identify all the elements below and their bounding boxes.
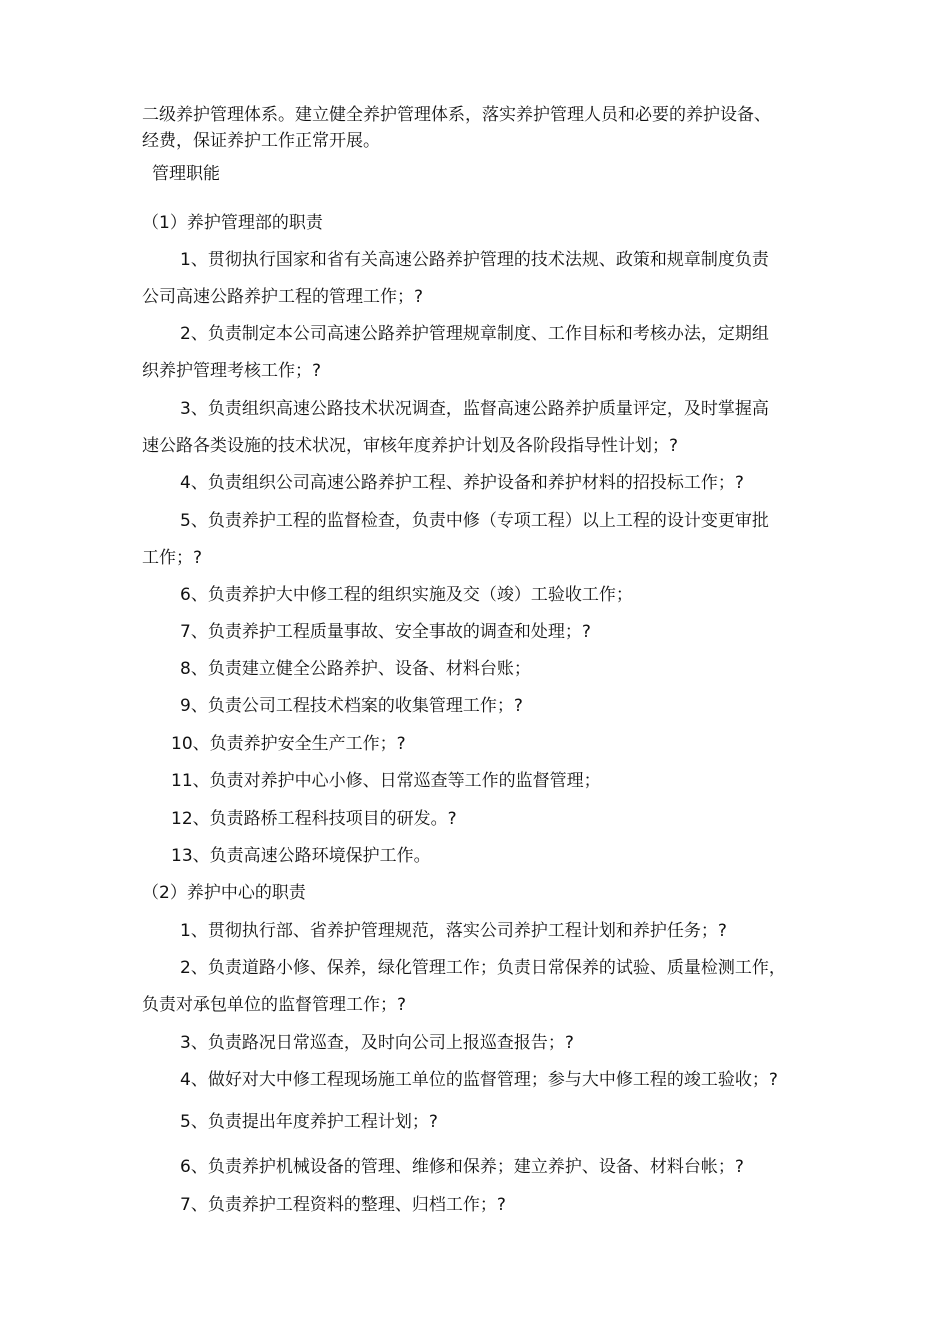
s1-item-11: 11、负责对养护中心小修、日常巡查等工作的监督管理； xyxy=(171,771,601,791)
s2-item-7: 7、负责养护工程资料的整理、归档工作；? xyxy=(180,1195,506,1215)
s1-item-4: 4、负责组织公司高速公路养护工程、养护设备和养护材料的招投标工作；? xyxy=(180,473,744,493)
s2-item-4: 4、做好对大中修工程现场施工单位的监督管理；参与大中修工程的竣工验收；? xyxy=(180,1070,778,1090)
s1-item-10: 10、负责养护安全生产工作；? xyxy=(171,734,406,754)
s1-item-5-line-2: 工作；? xyxy=(142,548,203,568)
section-1-title: （1）养护管理部的职责 xyxy=(142,213,323,233)
s1-item-12: 12、负责路桥工程科技项目的研发。? xyxy=(171,809,457,829)
s2-item-2-line-2: 负责对承包单位的监督管理工作；? xyxy=(142,995,407,1015)
s2-item-5: 5、负责提出年度养护工程计划；? xyxy=(180,1112,438,1132)
s1-item-8: 8、负责建立健全公路养护、设备、材料台账； xyxy=(180,659,531,679)
s1-item-3-line-1: 3、负责组织高速公路技术状况调查，监督高速公路养护质量评定，及时掌握高 xyxy=(180,399,769,419)
s1-item-1-line-1: 1、贯彻执行国家和省有关高速公路养护管理的技术法规、政策和规章制度负责 xyxy=(180,250,769,270)
s1-item-5-line-1: 5、负责养护工程的监督检查，负责中修（专项工程）以上工程的设计变更审批 xyxy=(180,511,769,531)
s1-item-7: 7、负责养护工程质量事故、安全事故的调查和处理；? xyxy=(180,622,591,642)
intro-line-1: 二级养护管理体系。建立健全养护管理体系，落实养护管理人员和必要的养护设备、 xyxy=(142,105,771,125)
s1-item-3-line-2: 速公路各类设施的技术状况，审核年度养护计划及各阶段指导性计划；? xyxy=(142,436,679,456)
s1-item-9: 9、负责公司工程技术档案的收集管理工作；? xyxy=(180,696,523,716)
s2-item-1: 1、贯彻执行部、省养护管理规范，落实公司养护工程计划和养护任务；? xyxy=(180,921,727,941)
s1-item-2-line-2: 织养护管理考核工作；? xyxy=(142,361,322,381)
intro-line-2: 经费，保证养护工作正常开展。 xyxy=(142,131,380,151)
s1-item-13: 13、负责高速公路环境保护工作。 xyxy=(171,846,431,866)
s2-item-3: 3、负责路况日常巡查，及时向公司上报巡查报告；? xyxy=(180,1033,574,1053)
section-2-title: （2）养护中心的职责 xyxy=(142,883,306,903)
s2-item-2-line-1: 2、负责道路小修、保养，绿化管理工作；负责日常保养的试验、质量检测工作， xyxy=(180,958,786,978)
s1-item-6: 6、负责养护大中修工程的组织实施及交（竣）工验收工作； xyxy=(180,585,633,605)
s2-item-6: 6、负责养护机械设备的管理、维修和保养；建立养护、设备、材料台帐；? xyxy=(180,1157,744,1177)
s1-item-2-line-1: 2、负责制定本公司高速公路养护管理规章制度、工作目标和考核办法，定期组 xyxy=(180,324,769,344)
s1-item-1-line-2: 公司高速公路养护工程的管理工作；? xyxy=(142,287,424,307)
section-heading: 管理职能 xyxy=(152,164,220,184)
